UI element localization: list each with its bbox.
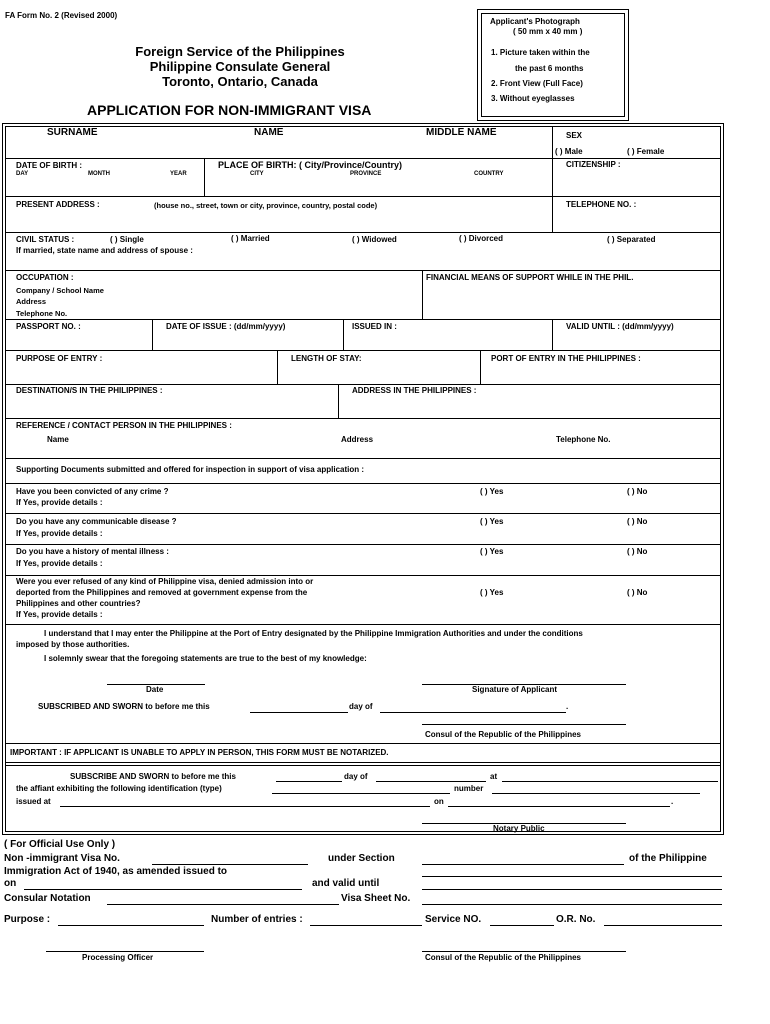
pob-city-label: CITY <box>250 171 264 177</box>
surname-label: SURNAME <box>47 127 98 138</box>
notary-line-3b: on <box>434 797 444 806</box>
reference-address-label: Address <box>341 435 374 444</box>
sex-label: SEX <box>566 131 583 140</box>
civil-status-label: CIVIL STATUS : <box>16 235 75 244</box>
place-of-birth-label: PLACE OF BIRTH: ( City/Province/Country) <box>218 160 403 170</box>
refused-no-option[interactable]: ( ) No <box>627 588 648 597</box>
name-label: NAME <box>254 127 284 138</box>
notary-day-field[interactable] <box>276 781 342 782</box>
present-address-label: PRESENT ADDRESS : <box>16 200 100 209</box>
or-no-label: O.R. No. <box>556 914 596 925</box>
question-disease-details: If Yes, provide details : <box>16 529 103 538</box>
date-of-birth-label: DATE OF BIRTH : <box>16 161 83 170</box>
immigration-act-label: Immigration Act of 1940, as amended issued to <box>4 866 228 877</box>
notary-id-number-field[interactable] <box>492 793 700 794</box>
photo-rule-1: 1. Picture taken within the <box>491 48 590 57</box>
visa-sheet-label: Visa Sheet No. <box>341 893 411 904</box>
question-refused-details: If Yes, provide details : <box>16 610 103 619</box>
spouse-label: If married, state name and address of spouse : <box>16 246 193 255</box>
crime-yes-option[interactable]: ( ) Yes <box>480 487 504 496</box>
office-line-1: Foreign Service of the Philippines <box>135 44 345 59</box>
telephone-label: TELEPHONE NO. : <box>566 200 637 209</box>
form-number: FA Form No. 2 (Revised 2000) <box>5 11 118 20</box>
valid-until-official-label: and valid until <box>312 878 380 889</box>
on-label: on <box>4 878 17 889</box>
visa-no-label: Non -immigrant Visa No. <box>4 853 120 864</box>
middle-name-label: MIDDLE NAME <box>426 127 497 138</box>
office-line-3: Toronto, Ontario, Canada <box>162 74 318 89</box>
question-refused-line-3: Philippines and other countries? <box>16 599 141 608</box>
pob-country-label: COUNTRY <box>474 171 504 177</box>
disease-yes-option[interactable]: ( ) Yes <box>480 517 504 526</box>
notary-line-1a: SUBSCRIBE AND SWORN to before me this <box>70 772 236 781</box>
notary-issued-on-field[interactable] <box>448 806 670 807</box>
of-the-philippine-label: of the Philippine <box>629 853 707 864</box>
declaration-oath: I solemnly swear that the foregoing statements are true to the best of my knowledge: <box>44 654 367 663</box>
valid-until-label: VALID UNTIL : (dd/mm/yyyy) <box>566 322 674 331</box>
civil-divorced-option[interactable]: ( ) Divorced <box>459 234 504 243</box>
notary-line-1c: at <box>490 772 498 781</box>
consul-signature-label: Consul of the Republic of the Philippines <box>425 730 581 739</box>
sworn-day-field[interactable] <box>250 712 348 713</box>
civil-widowed-option[interactable]: ( ) Widowed <box>352 235 397 244</box>
notary-line-2b: number <box>454 784 484 793</box>
civil-married-option[interactable]: ( ) Married <box>231 234 270 243</box>
sworn-month-field[interactable] <box>380 712 566 713</box>
notary-issued-at-field[interactable] <box>60 806 430 807</box>
disease-no-option[interactable]: ( ) No <box>627 517 648 526</box>
service-no-field[interactable] <box>490 925 554 926</box>
question-refused-line-2: deported from the Philippines and removed at government expense from the <box>16 588 308 597</box>
notary-line-2a: the affiant exhibiting the following identification (type) <box>16 784 222 793</box>
notary-id-type-field[interactable] <box>272 793 450 794</box>
or-no-field[interactable] <box>604 925 722 926</box>
question-disease: Do you have any communicable disease ? <box>16 517 177 526</box>
issued-on-field[interactable] <box>24 889 302 890</box>
consular-notation-field[interactable] <box>107 904 339 905</box>
visa-sheet-field[interactable] <box>422 904 722 905</box>
dob-year-label: YEAR <box>170 171 187 177</box>
purpose-label: Purpose : <box>4 914 51 925</box>
civil-separated-option[interactable]: ( ) Separated <box>607 235 656 244</box>
occupation-label: OCCUPATION : <box>16 273 74 282</box>
official-use-title: ( For Official Use Only ) <box>4 839 116 850</box>
company-label: Company / School Name <box>16 286 104 295</box>
issued-in-label: ISSUED IN : <box>352 322 397 331</box>
notary-line-3a: issued at <box>16 797 51 806</box>
supporting-documents-label: Supporting Documents submitted and offered for inspection in support of visa application : <box>16 465 365 474</box>
citizenship-label: CITIZENSHIP : <box>566 160 621 169</box>
reference-label: REFERENCE / CONTACT PERSON IN THE PHILIPPINES : <box>16 421 232 430</box>
issued-to-field[interactable] <box>422 876 722 877</box>
question-crime: Have you been convicted of any crime ? <box>16 487 169 496</box>
entries-label: Number of entries : <box>211 914 303 925</box>
question-mental: Do you have a history of mental illness : <box>16 547 169 556</box>
question-crime-details: If Yes, provide details : <box>16 498 103 507</box>
valid-until-field[interactable] <box>422 889 722 890</box>
address-hint: (house no., street, town or city, province, country, postal code) <box>154 201 378 210</box>
financial-means-label: FINANCIAL MEANS OF SUPPORT WHILE IN THE PHIL. <box>426 273 634 282</box>
photo-box[interactable] <box>477 9 629 121</box>
entries-field[interactable] <box>310 925 422 926</box>
signature-label: Signature of Applicant <box>472 685 558 694</box>
question-mental-details: If Yes, provide details : <box>16 559 103 568</box>
sworn-day-of-label: day of <box>349 702 373 711</box>
dob-month-label: MONTH <box>88 171 110 177</box>
sworn-statement: SUBSCRIBED AND SWORN to before me this <box>38 702 210 711</box>
dob-day-label: DAY <box>16 171 29 177</box>
crime-no-option[interactable]: ( ) No <box>627 487 648 496</box>
reference-name-label: Name <box>47 435 69 444</box>
occupation-address-label: Address <box>16 297 47 306</box>
declaration-line-2: imposed by those authorities. <box>16 640 130 649</box>
destination-label: DESTINATION/S IN THE PHILIPPINES : <box>16 386 163 395</box>
passport-no-label: PASSPORT NO. : <box>16 322 81 331</box>
service-no-label: Service NO. <box>425 914 482 925</box>
notary-month-field[interactable] <box>376 781 486 782</box>
sex-female-option[interactable]: ( ) Female <box>627 147 665 156</box>
official-consul-label: Consul of the Republic of the Philippines <box>425 953 581 962</box>
form-title: APPLICATION FOR NON-IMMIGRANT VISA <box>87 102 372 118</box>
length-of-stay-label: LENGTH OF STAY: <box>291 354 362 363</box>
photo-rule-3: 3. Without eyeglasses <box>491 94 575 103</box>
visa-no-field[interactable] <box>152 864 308 865</box>
important-notice: IMPORTANT : IF APPLICANT IS UNABLE TO APPLY IN PERSON, THIS FORM MUST BE NOTARIZED. <box>10 748 389 757</box>
under-section-label: under Section <box>328 853 395 864</box>
occupation-telephone-label: Telephone No. <box>16 309 68 318</box>
civil-single-option[interactable]: ( ) Single <box>110 235 144 244</box>
section-field[interactable] <box>422 864 624 865</box>
notary-place-field[interactable] <box>502 781 718 782</box>
sex-male-option[interactable]: ( ) Male <box>555 147 583 156</box>
notary-line-1b: day of <box>344 772 368 781</box>
photo-title: Applicant's Photograph <box>490 17 580 26</box>
photo-rule-2: 2. Front View (Full Face) <box>491 79 583 88</box>
pob-province-label: PROVINCE <box>350 171 382 177</box>
mental-yes-option[interactable]: ( ) Yes <box>480 547 504 556</box>
question-refused-line-1: Were you ever refused of any kind of Philippine visa, denied admission into or <box>16 577 314 586</box>
port-of-entry-label: PORT OF ENTRY IN THE PHILIPPINES : <box>491 354 641 363</box>
mental-no-option[interactable]: ( ) No <box>627 547 648 556</box>
declaration-line-1: I understand that I may enter the Philippine at the Port of Entry designated by the Philippine Immigration Authorities and under the conditions <box>44 629 583 638</box>
address-in-phil-label: ADDRESS IN THE PHILIPPINES : <box>352 386 477 395</box>
consular-notation-label: Consular Notation <box>4 893 91 904</box>
refused-yes-option[interactable]: ( ) Yes <box>480 588 504 597</box>
photo-rule-1b: the past 6 months <box>515 64 584 73</box>
photo-size: ( 50 mm x 40 mm ) <box>513 27 583 36</box>
notary-public-label: Notary Public <box>493 824 545 833</box>
office-line-2: Philippine Consulate General <box>149 59 331 74</box>
purpose-of-entry-label: PURPOSE OF ENTRY : <box>16 354 103 363</box>
reference-telephone-label: Telephone No. <box>556 435 611 444</box>
purpose-field[interactable] <box>58 925 204 926</box>
date-label: Date <box>146 685 164 694</box>
date-of-issue-label: DATE OF ISSUE : (dd/mm/yyyy) <box>166 322 286 331</box>
processing-officer-label: Processing Officer <box>82 953 154 962</box>
